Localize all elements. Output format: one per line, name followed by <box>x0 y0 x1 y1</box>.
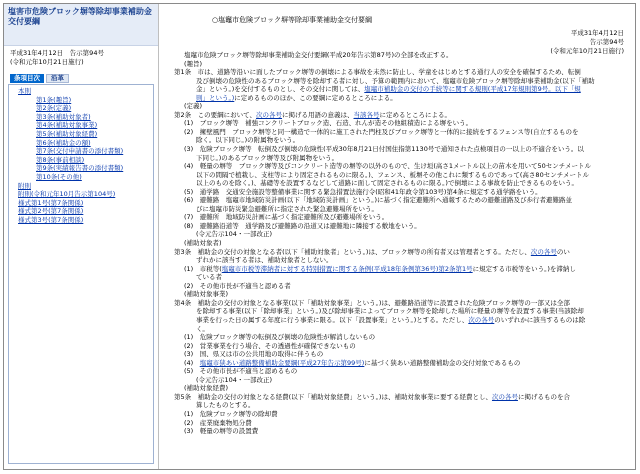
document-line <box>174 154 622 163</box>
document-text: 第1条 市は、道路等沿いに面したブロック塀等の倒壊による事故を未然に防止し、学童をはじめとする通行人の安全を確保するため、転倒 <box>174 68 581 77</box>
document-text: (5) 通学路 交通安全施設等整備事業に関する緊急措置法施行令(昭和41年政令第103号)第4条に規定する通学路をいう。 <box>184 187 542 196</box>
document-line <box>174 359 622 368</box>
document-text: 第4条 補助金の交付の対象となる事業(以下「補助対象事業」という。)は、避難路沿道等に設置された危険ブロック塀等の一部又は全部 <box>174 298 570 307</box>
document-line <box>174 282 622 291</box>
document-text: (8) 避難路沿道等 通学路及び避難路の沿道又は避難地に隣接する敷地をいう。 <box>184 221 421 230</box>
document-text: (3) 危険ブロック塀等 転倒及び倒壊の危険性(平成30年8月21日付国住指第1130号で通知された点検項目の一以上の不適合をいう。以 <box>184 145 584 154</box>
document-text: 及び倒壊の危険性のあるブロック塀等を除却する者に対し、予算の範囲内において、塩竈市危険ブロック塀等除却事業補助金(以下「補助 <box>196 76 595 85</box>
document-line <box>174 342 622 351</box>
document-text: 以下の間隔で植栽し、支柱等により固定されるものに限る。)、フェンス、板塀その他これに類するものであって(高さ80センチメートル <box>196 170 589 179</box>
document-text: (1) ブロック塀等 補強コンクリートブロック造、石造、れんが造その他組積造による塀をいう。 <box>184 119 473 128</box>
document-line <box>174 68 622 77</box>
document-line <box>174 94 622 103</box>
document-line <box>174 376 622 385</box>
sidebar-tabs <box>10 74 69 83</box>
toc-item[interactable]: 第7条(交付申請書の添付書類) <box>36 147 124 156</box>
document-text: (2) その他市長が不適当と認める者 <box>184 281 291 290</box>
document-text: に定めるところによる。 <box>379 110 452 119</box>
document-text: 下同じ。)のあるブロック塀等及び附属物をいう。 <box>196 153 339 162</box>
document-line <box>174 85 622 94</box>
document-text: (4) 軽量の塀等 ブロック塀等及びコンクリート造等の塀等の以外のもので、生け垣(高さ1メートル以上の苗木を用いて50センチメートル <box>184 162 591 171</box>
document-text: (4) <box>184 358 200 367</box>
document-line <box>174 77 622 86</box>
document-text: に定めるもののほか、この要綱に定めるところによる。 <box>234 93 397 102</box>
toc-item[interactable]: 第8条(事前相談) <box>36 155 85 164</box>
document-notice: 告示第94号 <box>589 38 624 46</box>
toc-item[interactable]: 本則 <box>18 87 31 95</box>
document-text: 以上のものを除く。)、基礎等を設置するなどして道路に面して固定されるものに限る。)で倒壊による事故を防止できるものをいう。 <box>196 179 578 188</box>
document-line: (趣旨) <box>184 59 203 68</box>
document-text: びに塩竈市防災緊急避難所に指定された緊急避難場所をいう。 <box>196 204 378 213</box>
document-line: (補助対象者) <box>184 239 222 248</box>
sidebar-meta <box>4 46 158 67</box>
document-text: のい <box>556 247 570 256</box>
toc-item[interactable]: 第4条(補助対象事業) <box>36 121 98 130</box>
document-text: (3) 軽量の塀等の設置費 <box>184 427 259 436</box>
document-text: (2) 産業廃棄物処分費 <box>184 418 252 427</box>
document-text: 第3条 補助金の交付の対象となる者(以下「補助対象者」という。)は、ブロック塀等の所有者又は管理者とする。ただし、 <box>174 247 531 256</box>
sidebar-header <box>4 4 158 46</box>
document-line <box>174 213 622 222</box>
document-view <box>160 4 632 469</box>
document-line <box>174 119 622 128</box>
document-line <box>174 265 622 274</box>
document-line <box>174 427 622 436</box>
sidebar-revision: (令和元年10月21日施行) <box>10 58 84 66</box>
document-line <box>174 316 622 325</box>
document-title: ○塩竈市危険ブロック塀等除却事業補助金交付要綱 <box>212 16 372 24</box>
document-text: に掲げる用語の意義は、 <box>282 110 354 119</box>
document-line <box>174 230 622 239</box>
document-line <box>174 171 622 180</box>
document-line <box>174 179 622 188</box>
document-link[interactable]: 次の各号 <box>491 392 518 401</box>
document-text: 第2条 この要綱において、 <box>174 110 257 119</box>
toc-item[interactable]: 様式第1号(第7条関係) <box>18 198 84 207</box>
toc-item[interactable]: 第3条(補助対象者) <box>36 112 91 121</box>
document-text: に掲げるものを合 <box>517 392 570 401</box>
document-text: (5) その他市長が不適当と認めるもの <box>184 367 298 376</box>
document-line <box>174 256 622 265</box>
document-line <box>174 367 622 376</box>
document-link[interactable]: 塩竈市狭あい道路整備補助金要綱(平成27年告示第99号) <box>199 358 365 367</box>
document-text: (2) 営業事業を行う場合、その透過性が確保できないもの <box>184 341 356 350</box>
toc-item[interactable]: 第10条(その他) <box>36 172 82 181</box>
document-text: (2) 擁壁風門 ブロック塀等と同一構造で一体的に施工された門柱及びブロック塀等と一体的に接続をするフェンス等(自立するものを <box>184 127 579 136</box>
document-line <box>174 188 622 197</box>
document-line: (定義) <box>184 102 203 111</box>
toc-item[interactable]: 附則 <box>18 181 31 190</box>
document-text: 金」という。)を交付するものとし、その交付に関しては、 <box>196 85 365 94</box>
document-line <box>174 145 622 154</box>
toc-item[interactable]: 第1条(趣旨) <box>36 95 72 104</box>
document-lines <box>174 60 622 436</box>
toc-item[interactable]: 様式第2号(第7条関係) <box>18 207 84 216</box>
toc-item[interactable]: 第2条(定義) <box>36 104 72 113</box>
document-line <box>174 410 622 419</box>
document-line <box>174 350 622 359</box>
document-link[interactable]: 則」という。) <box>196 93 235 102</box>
document-link[interactable]: 次の各号 <box>530 247 557 256</box>
document-era-note: (令和元年10月21日施行) <box>550 47 624 55</box>
document-text: を除却する事業(以下「除却事業」という。)及び除却事業によってブロック塀等を除却した場所に軽量の塀等を設置する事業(当該除却 <box>196 307 584 316</box>
document-line <box>174 333 622 342</box>
document-line <box>174 136 622 145</box>
document-date: 平成31年4月12日 <box>570 29 624 37</box>
document-text: (令元告示104・一部改正) <box>196 230 272 239</box>
sidebar-date: 平成31年4月12日 告示第94号 <box>10 49 104 57</box>
sidebar-title: 塩害市危険ブロック塀等除却事業補助金交付要綱 <box>8 7 152 26</box>
toc-list <box>8 84 154 464</box>
document-text: ずれかに該当する者は、補助対象者としない。 <box>196 256 333 265</box>
toc-item[interactable]: 第9条(実績報告書の添付書類) <box>36 164 124 173</box>
document-text: 第5条 補助金の交付の対象となる経費(以下「補助対象経費」という。)は、補助対象事業に要する経費とし、 <box>174 392 492 401</box>
document-text: のいずれかに該当するものは除 <box>494 315 586 324</box>
document-intro: 塩竈市危険ブロック塀等除却事業補助金交付要綱(平成20年告示第87号)の全部を改正する。 <box>184 51 453 59</box>
document-line: (補助対象事業) <box>184 290 229 299</box>
document-text: (7) 避難所 地域防災計画に基づく指定避難所及び避難場所をいう。 <box>184 213 389 222</box>
document-text: 除く。以下同じ。)の附属物をいう。 <box>196 136 300 145</box>
document-link[interactable]: 当該各号 <box>353 110 380 119</box>
document-body <box>174 51 622 436</box>
document-text: く。 <box>196 324 209 333</box>
document-text: ている者 <box>196 273 222 282</box>
document-text: (1) 市税等( <box>184 264 222 273</box>
toc-item[interactable]: 第5条(補助対象経費) <box>36 129 98 138</box>
document-link[interactable]: 塩竈市市税等滞納者に対する特別措置に関する条例(平成18年条例第36号)第2条第1号 <box>221 264 473 273</box>
document-text: 算したものとする。 <box>196 401 255 410</box>
document-line: (補助対象経費) <box>184 384 229 393</box>
document-text: (令元告示104・一部改正) <box>196 375 272 384</box>
document-text: に基づく狭あい道路整備補助金の交付対象であるもの <box>364 358 521 367</box>
sidebar <box>4 4 159 469</box>
tab-history[interactable]: 沿革 <box>46 74 69 83</box>
document-line <box>174 196 622 205</box>
document-link[interactable]: 次の各号 <box>468 315 495 324</box>
document-link[interactable]: 次の各号 <box>256 110 283 119</box>
document-text: (1) 危険ブロック塀等の除却費 <box>184 409 278 418</box>
document-line <box>174 419 622 428</box>
toc-item[interactable]: 附則(令和元年10月告示第104号) <box>18 190 116 199</box>
document-link[interactable]: 塩竈市補助金の交付の手続等に関する規則(平成17年規則第9号。以下「規 <box>364 85 581 94</box>
toc-item[interactable]: 様式第3号(第7条関係) <box>18 215 84 224</box>
tab-toc[interactable]: 条項目次 <box>10 74 44 83</box>
document-line <box>174 307 622 316</box>
document-text: (3) 国、県又は市の公共用地の取得に伴うもの <box>184 350 324 359</box>
document-text: (1) 危険ブロック塀等の転倒及び倒壊の危険性が解消しないもの <box>184 333 376 342</box>
document-line <box>174 248 622 257</box>
toc-item[interactable]: 第6条(補助金の額) <box>36 138 91 147</box>
document-text: (6) 避難路 塩竈市地域防災計画(以下「地域防災計画」という。)に基づく指定避難所へ通報するための避難道路及び歩行者避難路並 <box>184 196 573 205</box>
document-line <box>174 273 622 282</box>
document-text: 事業を行った日の属する年度に行う事業に限る。以下「設置事業」という。)とする。ただし、 <box>196 315 469 324</box>
document-line <box>174 162 622 171</box>
document-line <box>174 401 622 410</box>
document-text: に規定する市税等をいう。)を滞納し <box>472 264 576 273</box>
document-line <box>174 325 622 334</box>
